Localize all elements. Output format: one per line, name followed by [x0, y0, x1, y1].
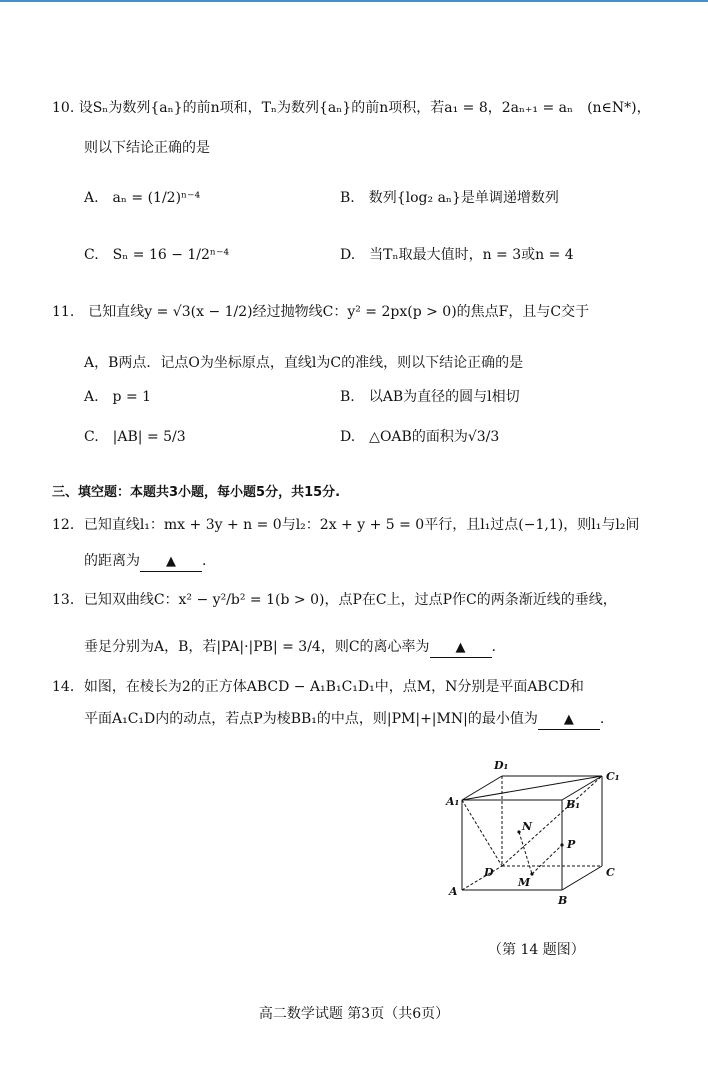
- q12-period: .: [202, 553, 207, 569]
- segment-mp: [532, 845, 562, 874]
- label-a1: A₁: [446, 795, 460, 808]
- q11-option-a: A. p = 1: [84, 389, 152, 405]
- point-p: [560, 843, 563, 846]
- q11-option-d: D. △OAB的面积为√3/3: [340, 429, 500, 445]
- q14-stem: 14．如图，在棱长为2的正方体ABCD − A₁B₁C₁D₁中，点M，N分别是平面ABCD和: [52, 679, 584, 695]
- label-d: D: [484, 866, 494, 879]
- q12-stem-text: 的距离为: [84, 553, 140, 569]
- answer-blank-q14: [538, 710, 600, 730]
- figure-caption: （第 14 题图）: [488, 942, 585, 958]
- q10-option-b: B. 数列{log₂ aₙ}是单调递增数列: [340, 190, 559, 206]
- answer-blank-q13: [430, 638, 492, 658]
- diagonal-a1c1: [462, 776, 602, 800]
- label-b1: B₁: [566, 798, 581, 811]
- diagonal-a1d-hidden: [462, 800, 502, 866]
- q13-period: .: [491, 639, 496, 655]
- section-heading: 三、填空题：本题共3小题，每小题5分，共15分.: [52, 485, 341, 500]
- edge-ad-hidden: [462, 866, 502, 890]
- q11-option-b: B. 以AB为直径的圆与l相切: [340, 389, 520, 405]
- q13-stem-cont: [84, 637, 496, 658]
- label-d1: D₁: [494, 759, 509, 772]
- edge-cb: [562, 866, 602, 890]
- label-b: B: [558, 894, 568, 907]
- page-footer: 高二数学试题 第3页（共6页）: [258, 1006, 450, 1022]
- q10-stem-cont: 则以下结论正确的是: [84, 140, 210, 156]
- label-p: P: [567, 838, 576, 851]
- top-border: [0, 0, 708, 2]
- q14-stem-text: 平面A₁C₁D内的动点，若点P为棱BB₁的中点，则|PM|+|MN|的最小值为: [84, 711, 538, 727]
- q10-option-d: D. 当Tₙ取最大值时，n = 3或n = 4: [340, 247, 574, 263]
- cube-figure: [440, 752, 620, 912]
- q14-stem-cont: [84, 709, 604, 730]
- answer-blank-q12: [140, 552, 202, 572]
- answer-mark: ▲: [166, 554, 176, 569]
- q10-option-c: C. Sₙ = 16 − 1/2ⁿ⁻⁴: [84, 247, 229, 263]
- label-c1: C₁: [606, 770, 620, 783]
- answer-mark: ▲: [563, 712, 574, 727]
- point-m: [530, 872, 533, 875]
- label-c: C: [606, 866, 615, 879]
- label-a: A: [449, 885, 458, 898]
- segment-nm: [519, 832, 532, 874]
- q11-stem: 11. 已知直线y = √3(x − 1/2)经过抛物线C：y² = 2px(p > 0)的焦点F，且与C交于: [52, 304, 590, 320]
- q10-stem: 10. 设Sₙ为数列{aₙ}的前n项和，Tₙ为数列{aₙ}的前n项积，若a₁ = 8，2aₙ₊₁ = aₙ (n∈N*)，: [52, 100, 651, 116]
- label-m: M: [518, 876, 531, 889]
- q13-stem: 13．已知双曲线C：x² − y²/b² = 1(b > 0)，点P在C上，过点P作C的两条渐近线的垂线，: [52, 592, 617, 608]
- answer-mark: ▲: [455, 640, 466, 655]
- q11-option-c: C. |AB| = 5/3: [84, 429, 186, 445]
- diagonal-dc1-hidden: [502, 776, 602, 866]
- point-n: [517, 830, 520, 833]
- label-n: N: [522, 820, 533, 833]
- q13-stem-text: 垂足分别为A，B，若|PA|·|PB| = 3/4，则C的离心率为: [84, 639, 430, 655]
- q12-stem-cont: [84, 551, 206, 572]
- q10-option-a: A. aₙ = (1/2)ⁿ⁻⁴: [84, 190, 201, 206]
- q14-period: .: [599, 711, 605, 727]
- q11-stem-cont: A，B两点．记点O为坐标原点，直线l为C的准线，则以下结论正确的是: [84, 355, 524, 371]
- q12-stem: 12．已知直线l₁：mx + 3y + n = 0与l₂：2x + y + 5 = 0平行，且l₁过点(−1,1)，则l₁与l₂间: [52, 517, 640, 533]
